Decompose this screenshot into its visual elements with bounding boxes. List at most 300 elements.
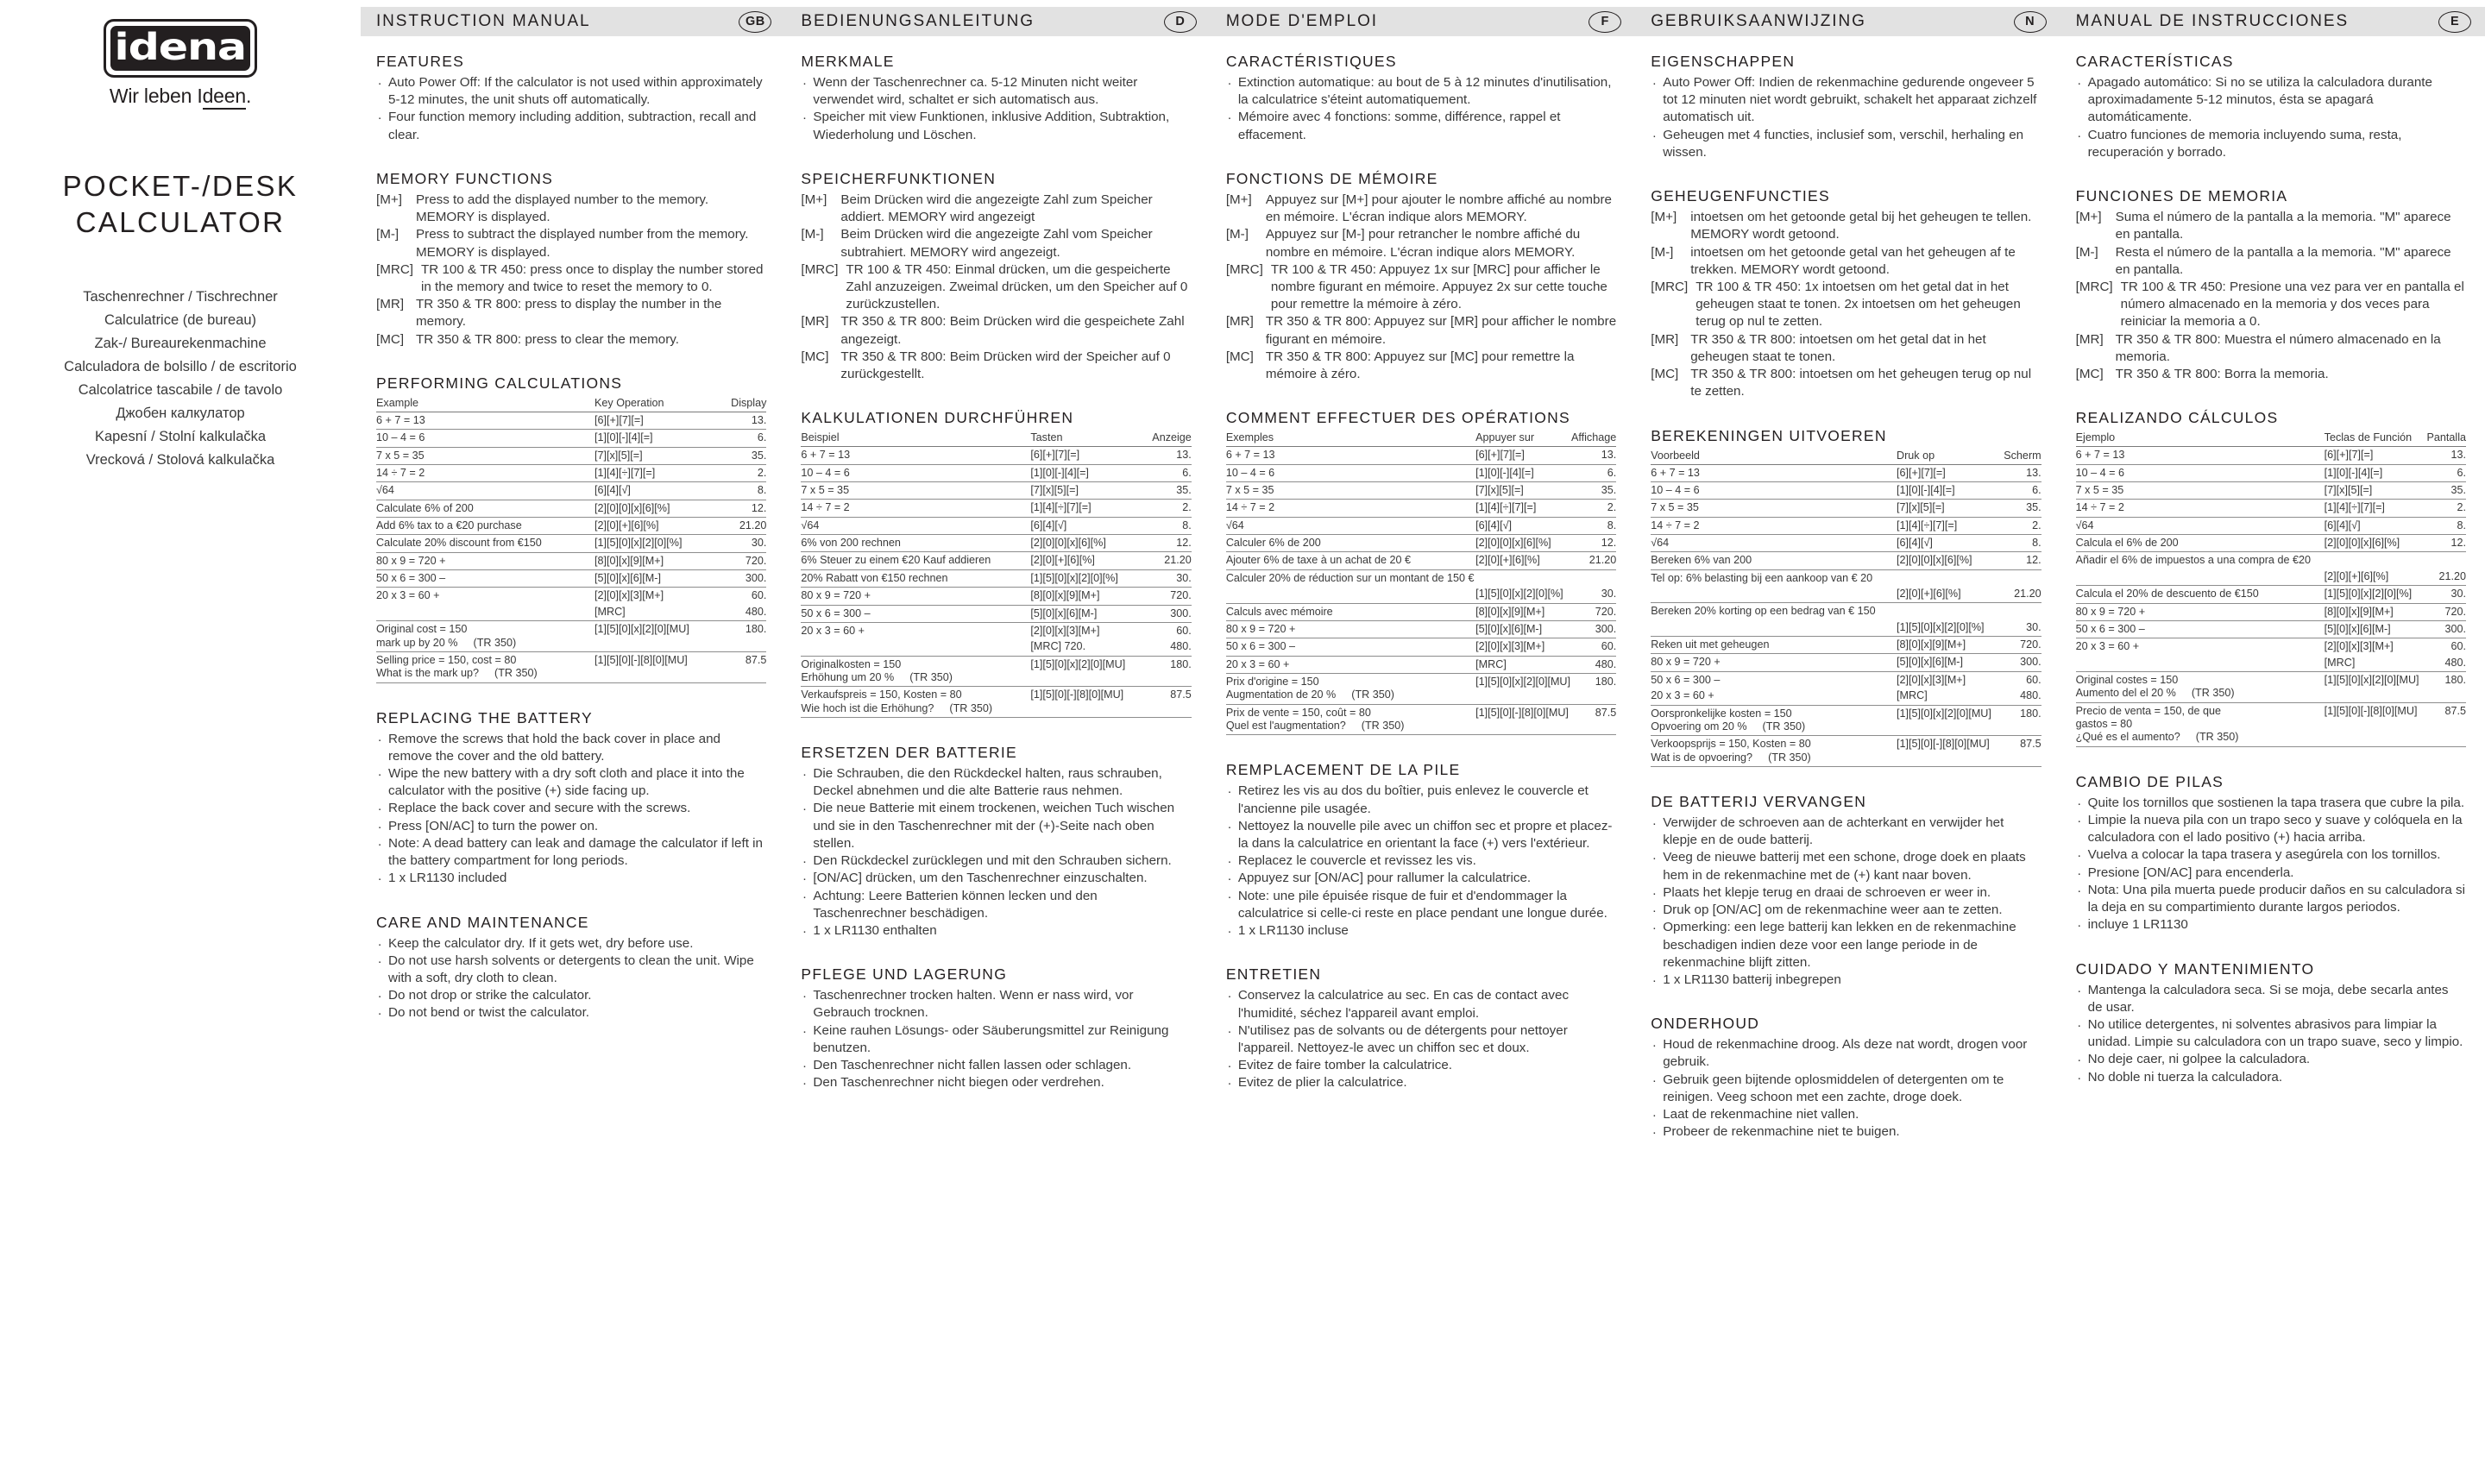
memory-function-row [1651,244,2041,279]
cell-example: 20 x 3 = 60 + [1226,656,1475,673]
cell-example: 20 x 3 = 60 + [801,624,865,637]
cell-example: Originalkosten = 150 Erhöhung um 20 % (TR 350) [801,656,1030,687]
cell-keys: [MRC] [1475,656,1570,673]
memory-heading: SPEICHERFUNKTIONEN [801,169,997,187]
cell-example: Prix de vente = 150, coût = 80 Quel est l'augmentation? (TR 350) [1226,704,1475,735]
cell-keys: [5][0][x][6][M-] [595,570,720,588]
table-row [2076,655,2466,672]
list-item: . Do not drop or strike the calculator. [376,987,766,1004]
memory-key-description: TR 350 & TR 800: Beim Drücken wird der Speicher auf 0 zurückgestellt. [840,349,1171,382]
memory-key-label: [M+] [2075,210,2102,225]
table-row [801,482,1191,500]
column-body [2060,53,2485,1086]
cell-example: Calcula el 20% de descuento de €150 [2076,586,2325,603]
cell-keys: [6][+][7][=] [2325,447,2425,464]
table-row [2076,464,2466,481]
list-item: . Apagado automático: Si no se utiliza la calculadora durante aproximadamente 5-12 minutos, ésta se apagará automáticamente. [2076,74,2466,127]
cell-display: 21.20 [1144,552,1192,569]
cell-keys: [1][0][-][4][=] [1897,481,2000,499]
cell-keys: [1][5][0][x][2][0][%] [595,535,720,552]
memory-key-label: [MR] [2075,331,2104,347]
translation-bg: Джобен калкулатор [116,405,245,421]
memory-function-row [1651,331,2041,366]
table-row [801,447,1191,464]
cell-display: 720. [720,552,766,569]
table-header-cell: Exemples [1226,431,1475,447]
cell-display: 6. [2000,481,2041,499]
cell-example: 20% Rabatt von €150 rechnen [801,569,1030,587]
memory-function-list [801,192,1191,383]
cell-display: 2. [1571,500,1617,517]
memory-key-description: TR 350 & TR 800: intoetsen om het geheugen terug op nul te zetten. [1690,367,2032,399]
cell-display: 60. [2026,673,2041,686]
table-row [1651,586,2041,603]
table-header-cell: Display [720,396,766,412]
list-item: . Cuatro funciones de memoria incluyendo suma, resta, recuperación y borrado. [2076,127,2466,161]
battery-heading: CAMBIO DE PILAS [2075,772,2224,790]
cell-display: 30. [720,535,766,552]
cell-example: 80 x 9 = 720 + [1651,654,1897,671]
column-body [1635,53,2060,1141]
column-body [785,53,1210,1092]
list-item: . Note: A dead battery can leak and damage the calculator if left in the battery compartment for long periods. [376,835,766,870]
cell-display: 2. [720,464,766,481]
list-item: . Druk op [ON/AC] om de rekenmachine weer aan te zetten. [1651,902,2041,919]
translation-it: Calcolatrice tascabile / de tavolo [78,382,283,399]
cell-example: 80 x 9 = 720 + [376,552,595,569]
cell-display: 180. [2425,671,2466,702]
tagline-part-3: . [245,85,252,107]
cell-display: 2. [2425,500,2466,517]
cell-example: 14 ÷ 7 = 2 [1651,517,1897,534]
list-item: . Gebruik geen bijtende oplosmiddelen of detergenten om te reinigen. Veeg schoon met een zachte, droge doek. [1651,1072,2041,1106]
cell-display: 720. [2425,603,2466,620]
cell-example: Calculate 20% discount from €150 [376,535,595,552]
cell-keys: [6][4][√] [1475,517,1570,534]
cell-example: 14 ÷ 7 = 2 [376,464,595,481]
memory-function-row [1651,366,2041,400]
memory-key-description: Press to add the displayed number to the memory. MEMORY is displayed. [416,192,709,225]
cell-keys: [1][4][÷][7][=] [1475,500,1570,517]
cell-keys: [2][0][0][x][6][%] [2325,535,2425,552]
table-row [1226,586,1616,603]
cell-display: 60. [751,589,767,602]
cell-example: 6 + 7 = 13 [1226,447,1475,464]
memory-key-label: [M+] [801,192,827,207]
cell-keys: [1][4][÷][7][=] [2325,500,2425,517]
care-heading: ENTRETIEN [1225,965,1322,984]
cell-display: 8. [720,482,766,500]
memory-key-description: Beim Drücken wird die angezeigte Zahl zum Speicher addiert. MEMORY wird angezeigt [840,192,1153,225]
language-column-f [1211,0,1635,1484]
cell-example [801,638,1030,656]
table-row [2076,517,2466,534]
memory-key-label: [MC] [376,331,405,347]
memory-key-label: [MRC] [376,261,414,277]
table-row [1226,447,1616,464]
cell-display: 720. [1144,588,1192,605]
cell-keys: [2][0][x][3][M+] [1030,624,1100,637]
table-row [1651,654,2041,671]
banner-title: MANUAL DE INSTRUCCIONES [2075,12,2350,30]
table-row [1226,569,1616,586]
table-row [1226,535,1616,552]
table-row [1651,552,2041,569]
cell-display: 480. [2000,688,2041,705]
language-badge: F [1589,11,1621,33]
calculations-heading: REALIZANDO CÁLCULOS [2075,409,2279,427]
table-row [1651,671,2041,688]
table-row [1651,705,2041,736]
list-item: . Keine rauhen Lösungs- oder Säuberungsmittel zur Reinigung benutzen. [801,1022,1191,1057]
cell-example: 80 x 9 = 720 + [2076,603,2325,620]
list-item: . Limpie la nueva pila con un trapo seco y suave y colóquela en la calculadora con el lado positivo (+) hacia arriba. [2076,812,2466,846]
cell-display: 21.20 [1571,552,1617,569]
cell-keys: [2][0][+][6][%] [2325,569,2425,586]
language-column-e [2060,0,2485,1484]
memory-key-description: TR 350 & TR 800: Borra la memoria. [2115,367,2329,382]
cell-keys: [7][x][5][=] [2325,482,2425,500]
calculations-heading: BEREKENINGEN UITVOEREN [1651,426,1887,444]
cell-example [2076,655,2325,672]
cell-keys: [7][x][5][=] [595,447,720,464]
calculations-table [801,431,1191,718]
cell-keys: [2][0][+][6][%] [595,518,720,535]
table-row [2076,482,2466,500]
cell-example: √64 [801,517,1030,534]
cell-display: 35. [1571,482,1617,500]
list-item: . Evitez de faire tomber la calculatrice. [1226,1057,1616,1074]
table-row [1226,638,1616,656]
cell-display: 180. [1144,656,1192,687]
translation-sk: Vrecková / Stolová kalkulačka [85,451,275,468]
cell-example: Original costes = 150 Aumento del el 20 % (TR 350) [2076,671,2325,702]
list-item: . Probeer de rekenmachine niet te buigen. [1651,1123,2041,1141]
table-row [801,656,1191,687]
list-item: . Verwijder de schroeven aan de achterkant en verwijder het klepje en de oude batterij. [1651,814,2041,849]
cell-keys: [1][5][0][x][2][0][MU] [1475,673,1570,704]
cell-keys: [5][0][x][6][M-] [2325,620,2425,638]
cell-display: 6. [1144,464,1192,481]
table-row [376,621,766,652]
table-row [1651,569,2041,586]
list-item: . Vuelva a colocar la tapa trasera y asegúrela con los tornillos. [2076,846,2466,864]
list-item: . Den Taschenrechner nicht biegen oder verdrehen. [801,1074,1191,1091]
cell-keys: [1][5][0][-][8][0][MU] [595,651,720,682]
features-list [376,74,766,144]
translation-nl: Zak-/ Bureaurekenmachine [94,336,267,352]
cell-keys: [6][4][√] [1897,534,2000,551]
battery-list [2076,795,2466,934]
features-list [1226,74,1616,144]
cell-display: 8. [1144,517,1192,534]
cell-display: 480. [1571,656,1617,673]
cell-display: 12. [720,500,766,517]
cell-example: 6% von 200 rechnen [801,535,1030,552]
cell-example: Reken uit met geheugen [1651,637,1897,654]
cell-example: √64 [1651,534,1897,551]
cell-example: Bereken 20% korting op een bedrag van € 150 [1651,605,1876,618]
cell-keys: [8][0][x][9][M+] [595,552,720,569]
cell-example: Bereken 6% van 200 [1651,552,1897,569]
cell-display: 87.5 [2425,702,2466,746]
calculations-table [1651,449,2041,767]
memory-function-row [1226,192,1616,226]
cell-keys: [6][4][√] [595,482,720,500]
table-header-cell: Beispiel [801,431,1030,447]
list-item: . Opmerking: een lege batterij kan lekken en de rekenmachine beschadigen indien deze voor een lange periode in de rekenmachine blijft zitten. [1651,919,2041,972]
memory-key-description: TR 100 & TR 450: press once to display the number stored in the memory and twice to reset the memory to 0. [421,261,764,294]
cell-keys: [1][5][0][x][2][0][%] [2325,586,2425,603]
list-item: . Taschenrechner trocken halten. Wenn er nass wird, vor Gebrauch trocknen. [801,987,1191,1022]
care-list [376,935,766,1022]
language-badge: N [2014,11,2047,33]
cell-example: 50 x 6 = 300 – [1226,638,1475,656]
list-item: . Auto Power Off: If the calculator is not used within approximately 5-12 minutes, the unit shuts off automatically. [376,74,766,109]
memory-key-label: [M+] [376,192,402,207]
memory-key-label: [MR] [801,314,829,330]
cell-example: 10 – 4 = 6 [1651,481,1897,499]
list-item: . Replacez le couvercle et revissez les vis. [1226,852,1616,870]
cell-keys: [2][0][x][3][M+] [1897,673,1966,686]
cell-display: 35. [2425,482,2466,500]
cell-example: Añadir el 6% de impuestos a una compra de €20 [2075,554,2311,567]
memory-function-row [1651,279,2041,331]
cell-example: 80 x 9 = 720 + [801,588,1030,605]
battery-list [376,731,766,888]
cell-keys: [1][5][0][x][2][0][MU] [2325,671,2425,702]
banner-title: MODE D'EMPLOI [1225,12,1378,30]
table-row [376,447,766,464]
cell-display: 480. [720,604,766,621]
column-banner [361,7,785,36]
features-list [801,74,1191,144]
language-column-n [1635,0,2060,1484]
cell-keys: [8][0][x][9][M+] [2325,603,2425,620]
features-list [2076,74,2466,161]
cell-keys [2325,552,2425,569]
cell-display: 12. [1571,535,1617,552]
cell-display: 60. [1571,638,1617,656]
memory-key-description: TR 350 & TR 800: Appuyez sur [MC] pour remettre la mémoire à zéro. [1265,349,1575,382]
memory-key-label: [MRC] [1225,261,1263,277]
table-header-cell: Example [376,396,595,412]
cell-example: Calculer 6% de 200 [1226,535,1475,552]
cell-keys: [6][+][7][=] [1030,447,1144,464]
table-row [801,569,1191,587]
cell-keys: [1][5][0][-][8][0][MU] [1897,736,2000,767]
cell-display: 13. [720,412,766,429]
table-row [1226,603,1616,620]
cell-display [2425,552,2466,569]
list-item: . Mémoire avec 4 fonctions: somme, différence, rappel et effacement. [1226,109,1616,143]
cell-display [2000,603,2041,619]
cell-display: 300. [2000,654,2041,671]
table-row [1651,736,2041,767]
memory-key-description: TR 100 & TR 450: Presione una vez para ver en pantalla el número almacenado en la memoria y dos veces para reiniciar la memoria a 0. [2120,279,2464,330]
product-title-line-2: CALCULATOR [75,206,286,239]
cell-display: 87.5 [1571,704,1617,735]
cell-display: 300. [720,570,766,588]
calculations-heading: PERFORMING CALCULATIONS [376,374,623,392]
cell-display: 21.20 [2000,586,2041,603]
memory-key-description: intoetsen om het getoonde getal van het geheugen af te trekken. MEMORY wordt getoond. [1690,244,2016,277]
table-row [1226,517,1616,534]
memory-key-label: [M-] [2075,244,2098,260]
cell-example: Verkoopsprijs = 150, Kosten = 80 Wat is de opvoering? (TR 350) [1651,736,1897,767]
cell-example: Calculs avec mémoire [1226,603,1475,620]
cell-display: 13. [1144,447,1192,464]
table-row [801,535,1191,552]
cell-keys: [1][5][0][x][2][0][MU] [1030,656,1144,687]
cell-keys: [2][0][0][x][6][%] [595,500,720,517]
list-item: . Appuyez sur [ON/AC] pour rallumer la calculatrice. [1226,870,1616,887]
table-row [1651,603,2041,619]
memory-key-label: [M-] [1225,227,1249,242]
memory-function-row [2076,366,2466,383]
table-row [1226,500,1616,517]
cell-keys: [7][x][5][=] [1897,500,2000,517]
memory-function-row [376,192,766,226]
table-row [1651,637,2041,654]
memory-function-row [801,349,1191,383]
cell-display: 480. [1144,638,1192,656]
battery-list [801,765,1191,940]
table-header-cell: Teclas de Función [2325,431,2425,447]
cell-keys: [6][+][7][=] [1897,464,2000,481]
cell-keys: [2][0][0][x][6][%] [1897,552,2000,569]
translation-fr: Calculatrice (de bureau) [104,312,257,329]
memory-key-label: [MC] [1651,367,1679,382]
cell-keys: [1][0][-][4][=] [1475,464,1570,481]
memory-key-description: TR 350 & TR 800: intoetsen om het getal dat in het geheugen staat te tonen. [1690,331,1986,364]
memory-key-label: [MRC] [1651,279,1689,294]
cell-example [1226,586,1475,603]
table-row [801,638,1191,656]
cell-display: 180. [720,621,766,652]
memory-key-description: TR 100 & TR 450: 1x intoetsen om het getal dat in het geheugen staat te tonen. 2x intoetsen om het geheugen terug op nul te zetten. [1695,279,2021,330]
table-row [376,482,766,500]
table-header-cell: Scherm [2000,449,2041,465]
cell-keys: [2][0][0][x][6][%] [1475,535,1570,552]
memory-function-row [801,226,1191,261]
cell-keys: [5][0][x][6][M-] [1475,620,1570,638]
cell-keys: [2][0][0][x][6][%] [1030,535,1144,552]
brand-column [0,0,361,1484]
cell-keys: [MRC] [595,604,720,621]
cell-keys: [6][4][√] [2325,517,2425,534]
tagline-part-1: Wir leben I [109,85,203,107]
cell-display: 300. [1571,620,1617,638]
cell-example: 7 x 5 = 35 [2076,482,2325,500]
memory-function-list [376,192,766,349]
cell-display: 13. [2425,447,2466,464]
cell-example: 10 – 4 = 6 [376,430,595,447]
translation-es: Calculadora de bolsillo / de escritorio [64,359,297,375]
calculations-heading: KALKULATIONEN DURCHFÜHREN [801,409,1074,427]
cell-keys: [1][0][-][4][=] [2325,464,2425,481]
list-item: . Den Rückdeckel zurücklegen und mit den Schrauben sichern. [801,852,1191,870]
memory-heading: FUNCIONES DE MEMORIA [2075,187,2288,205]
column-banner [1635,7,2060,36]
cell-display: 6. [1571,464,1617,481]
table-row [801,552,1191,569]
cell-keys: [1][5][0][x][2][0][%] [1897,619,2000,637]
table-row [2076,569,2466,586]
table-row [376,588,766,604]
column-banner [785,7,1210,36]
cell-display: 8. [2425,517,2466,534]
table-row [1226,656,1616,673]
cell-keys: [1][0][-][4][=] [595,430,720,447]
care-heading: CARE AND MAINTENANCE [376,913,589,931]
cell-keys: [1][5][0][-][8][0][MU] [1030,687,1144,718]
idena-logo-icon [104,19,257,78]
cell-display: 8. [1571,517,1617,534]
cell-example: 14 ÷ 7 = 2 [2076,500,2325,517]
cell-example: 50 x 6 = 300 – [2076,620,2325,638]
list-item: . Extinction automatique: au bout de 5 à 12 minutes d'inutilisation, la calculatrice s'éteint automatiquement. [1226,74,1616,109]
memory-key-description: Appuyez sur [M-] pour retrancher le nombre affiché du nombre en mémoire. L'écran indique alors MEMORY. [1265,227,1581,260]
list-item: . Wenn der Taschenrechner ca. 5-12 Minuten nicht weiter verwendet wird, schaltet er sich automatisch aus. [801,74,1191,109]
memory-key-description: TR 350 & TR 800: press to clear the memory. [416,331,679,347]
cell-display: 13. [1571,447,1617,464]
cell-example: 80 x 9 = 720 + [1226,620,1475,638]
product-name-translations [14,286,347,471]
features-list [1651,74,2041,161]
cell-example [2076,569,2325,586]
cell-display: 12. [2000,552,2041,569]
table-row [2076,552,2466,569]
table-row [1651,517,2041,534]
care-list [1651,1036,2041,1141]
list-item: . Note: une pile épuisée risque de fuir et d'endommager la calculatrice si celle-ci reste en place pendant une longue durée. [1226,888,1616,922]
cell-keys: [5][0][x][6][M-] [1030,605,1144,622]
cell-example: 6 + 7 = 13 [2076,447,2325,464]
cell-keys: [MRC] 720. [1030,638,1144,656]
cell-example: 14 ÷ 7 = 2 [1226,500,1475,517]
list-item: . Nettoyez la nouvelle pile avec un chiffon sec et propre et placez-la dans la calculatrice en orientant la face (+) vers l'extérieur. [1226,818,1616,852]
logo-wordmark: idena [114,26,247,69]
memory-key-label: [MRC] [801,261,839,277]
cell-example [1651,619,1897,637]
memory-heading: MEMORY FUNCTIONS [376,169,554,187]
cell-example: 20 x 3 = 60 + [376,589,440,602]
table-row [2076,586,2466,603]
list-item: . Replace the back cover and secure with the screws. [376,800,766,817]
cell-example [376,604,595,621]
cell-example: 7 x 5 = 35 [801,482,1030,500]
cell-example: 14 ÷ 7 = 2 [801,500,1030,517]
list-item: . No doble ni tuerza la calculadora. [2076,1069,2466,1086]
cell-example: 20 x 3 = 60 + [2075,640,2140,653]
list-item: . Speicher mit view Funktionen, inklusive Addition, Subtraktion, Wiederholung und Löschen. [801,109,1191,143]
list-item: . Do not bend or twist the calculator. [376,1004,766,1022]
column-banner [2060,7,2485,36]
list-item: . N'utilisez pas de solvants ou de détergents pour nettoyer l'appareil. Nettoyez-le avec un chiffon sec et doux. [1226,1022,1616,1057]
list-item: . Auto Power Off: Indien de rekenmachine gedurende ongeveer 5 tot 12 minuten niet wordt gebruikt, schakelt het apparaat zichzelf automatisch uit. [1651,74,2041,127]
cell-keys: [6][4][√] [1030,517,1144,534]
cell-example: Precio de venta = 150, de que gastos = 80 ¿Qué es el aumento? (TR 350) [2076,702,2325,746]
table-row [801,500,1191,517]
language-column-gb [361,0,785,1484]
care-list [801,987,1191,1091]
column-body [1211,53,1635,1092]
table-row [1226,620,1616,638]
table-header-cell: Ejemplo [2076,431,2325,447]
cell-display: 30. [2000,619,2041,637]
memory-key-description: Press to subtract the displayed number from the memory. MEMORY is displayed. [416,227,749,260]
